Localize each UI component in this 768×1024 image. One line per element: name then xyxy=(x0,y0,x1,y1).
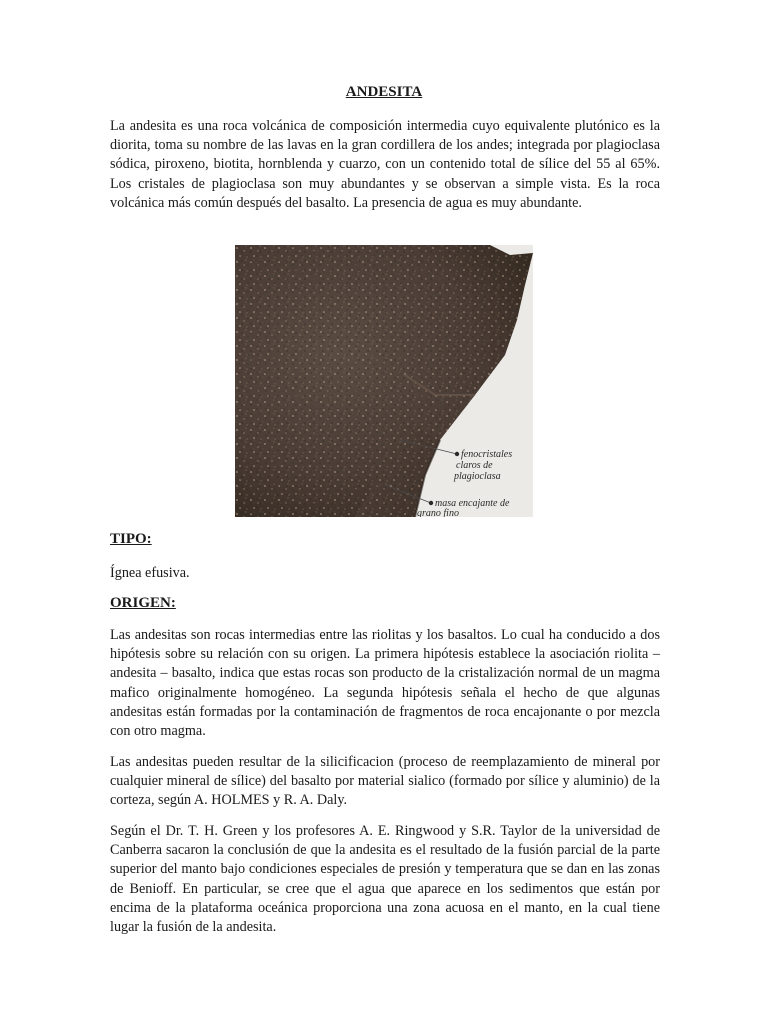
intro-paragraph: La andesita es una roca volcánica de composición intermedia cuyo equivalente plutónico es la diorita, toma su nombre de las lavas en la gran cordillera de los andes; integrada por plagioclasa sódica, piroxeno, biotita, hornblenda y cuarzo, con un contenido total de sílice del 55 al 65%. Los cristales de plagioclasa son muy abundantes y se observan a simple vista. Es la roca volcánica más común después del basalto. La presencia de agua es muy abundante. xyxy=(110,118,660,211)
origen-paragraph-1: Las andesitas son rocas intermedias entre las riolitas y los basaltos. Lo cual ha conducido a dos hipótesis sobre su relación con su origen. La primera hipótesis establece la asociación riolita – andesita – basalto, indica que estas rocas son producto de la cristalización normal de un magma mafico originalmente homogéneo. La segunda hipótesis señala el hecho de que algunas andesitas están formadas por la contaminación de fragmentos de roca encajonante o por mezcla con otro magma. xyxy=(110,627,660,740)
page-title: ANDESITA xyxy=(345,84,423,100)
tipo-heading: TIPO: xyxy=(110,531,152,547)
annotation-groundmass-line1: masa encajante de xyxy=(435,498,510,509)
annotation-phenocrysts-line1: fenocristales xyxy=(461,449,513,460)
annotation-groundmass-line2: grano fino xyxy=(417,508,459,517)
annotation-phenocrysts-line3: plagioclasa xyxy=(454,471,501,482)
origen-paragraph-2: Las andesitas pueden resultar de la silicificacion (proceso de reemplazamiento de mineral por cualquier mineral de sílice) del basalto por material sialico (formado por sílice y aluminio) de la corteza, según A. HOLMES y R. A. Daly. xyxy=(110,754,660,809)
rock-illustration xyxy=(235,245,533,517)
origen-heading: ORIGEN: xyxy=(110,595,176,611)
tipo-text: Ígnea efusiva. xyxy=(110,565,190,581)
annotation-phenocrysts-line2: claros de xyxy=(456,460,493,471)
origen-paragraph-3: Según el Dr. T. H. Green y los profesores A. E. Ringwood y S.R. Taylor de la universidad de Canberra sacaron la conclusión de que la andesita es el resultado de la fusión parcial de la parte superior del manto bajo condiciones especiales de presión y temperatura que se dan en las zonas de Benioff. En particular, se cree que el agua que aparece en los sedimentos que están por encima de la plataforma oceánica proporciona una zona acuosa en el manto, en la cual tiene lugar la fusión de la andesita. xyxy=(110,823,660,936)
andesite-rock-photo xyxy=(235,245,533,517)
